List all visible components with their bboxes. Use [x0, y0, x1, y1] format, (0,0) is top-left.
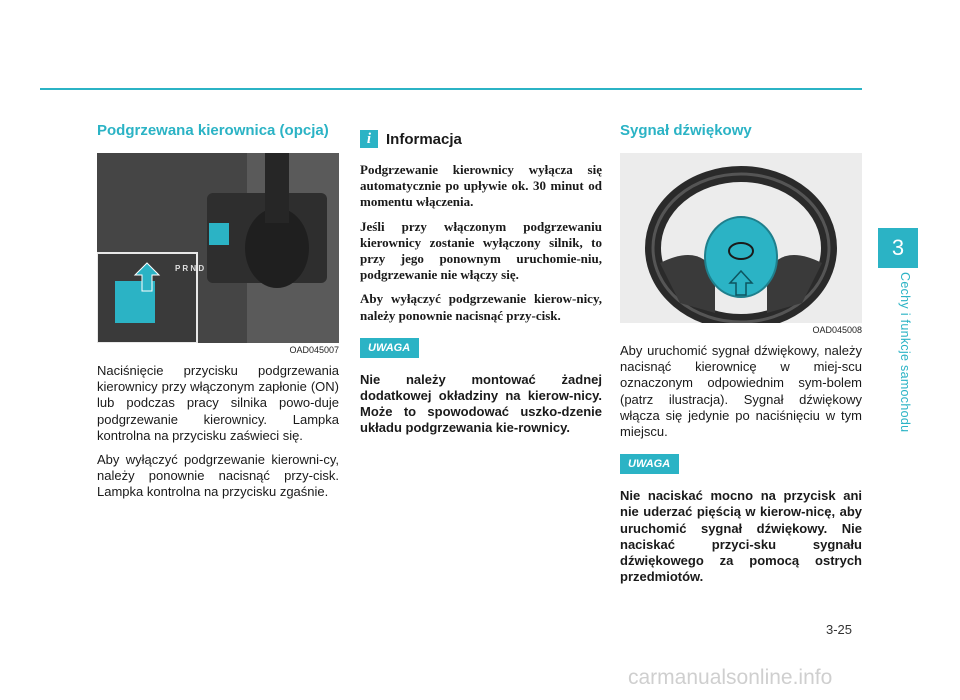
- steering-wheel-image: [620, 153, 862, 323]
- console-illustration: [97, 153, 339, 343]
- info-header: [360, 130, 602, 148]
- top-rule: [40, 88, 862, 90]
- info-icon: i: [360, 130, 378, 148]
- horn-title: Sygnał dźwiękowy: [620, 122, 752, 139]
- gear-letters: P R N D: [175, 264, 205, 273]
- warning-badge-1: UWAGA: [360, 338, 419, 358]
- information-section: [360, 122, 602, 437]
- info-para-2: Jeśli przy włączonym podgrzewaniu kierownicy zostanie wyłączony silnik, to przy jego ponownym uruchomie-niu, podgrzewanie nie włączy się.: [360, 218, 602, 283]
- warning-badge-2: UWAGA: [620, 454, 679, 474]
- horn-para-1: Aby uruchomić sygnał dźwiękowy, należy nacisnąć kierownicę w miej-scu oznaczonym odpowiednim sym-bolem (patrz ilustracja). Sygnał dźwiękowy włącza się jedynie po naciśnięciu w tym miejscu.: [620, 343, 862, 440]
- heated-wheel-section: [97, 122, 339, 509]
- heated-wheel-para-1: Naciśnięcie przycisku podgrzewania kierownicy przy włączonym zapłonie (ON) lub podczas pracy silnika powo-duje podgrzewanie kierownicy. Lampka kontrolna na przycisku zaświeci się.: [97, 363, 339, 443]
- info-para-1: Podgrzewanie kierownicy wyłącza się automatycznie po upływie ok. 30 minut od momentu włączenia.: [360, 162, 602, 210]
- warning-text-1: Nie należy montować żadnej dodatkowej okładziny na kierow-nicy. Może to spowodować uszko-dzenie układu podgrzewania kie-rownicy.: [360, 371, 602, 436]
- info-para-3: Aby wyłączyć podgrzewanie kierow-nicy, należy ponownie nacisnąć przy-cisk.: [360, 291, 602, 323]
- chapter-number-tab: 3: [878, 228, 918, 268]
- chapter-title: Cechy i funkcje samochodu: [898, 272, 912, 433]
- info-title: Informacja: [386, 130, 462, 148]
- watermark-text: carmanualsonline.info: [628, 666, 833, 689]
- horn-section: [620, 122, 862, 585]
- photo-caption-1: OAD045007: [289, 345, 339, 355]
- page-number: 3-25: [826, 622, 853, 637]
- warning-text-2: Nie naciskać mocno na przycisk ani nie uderzać pięścią w kierow-nicę, aby uruchomić sygnał dźwiękowy. Nie naciskać przyci-sku sygnału dźwiękowego za pomocą ostrych przedmiotów.: [620, 488, 862, 585]
- heated-wheel-title: Podgrzewana kierownica (opcja): [97, 122, 329, 139]
- heated-wheel-para-2: Aby wyłączyć podgrzewanie kierowni-cy, należy ponownie nacisnąć przy-cisk. Lampka kontrolna na przycisku zgaśnie.: [97, 452, 339, 500]
- photo-caption-2: OAD045008: [812, 325, 862, 335]
- heated-wheel-photo: [97, 153, 339, 343]
- steering-wheel-illustration: [620, 153, 862, 323]
